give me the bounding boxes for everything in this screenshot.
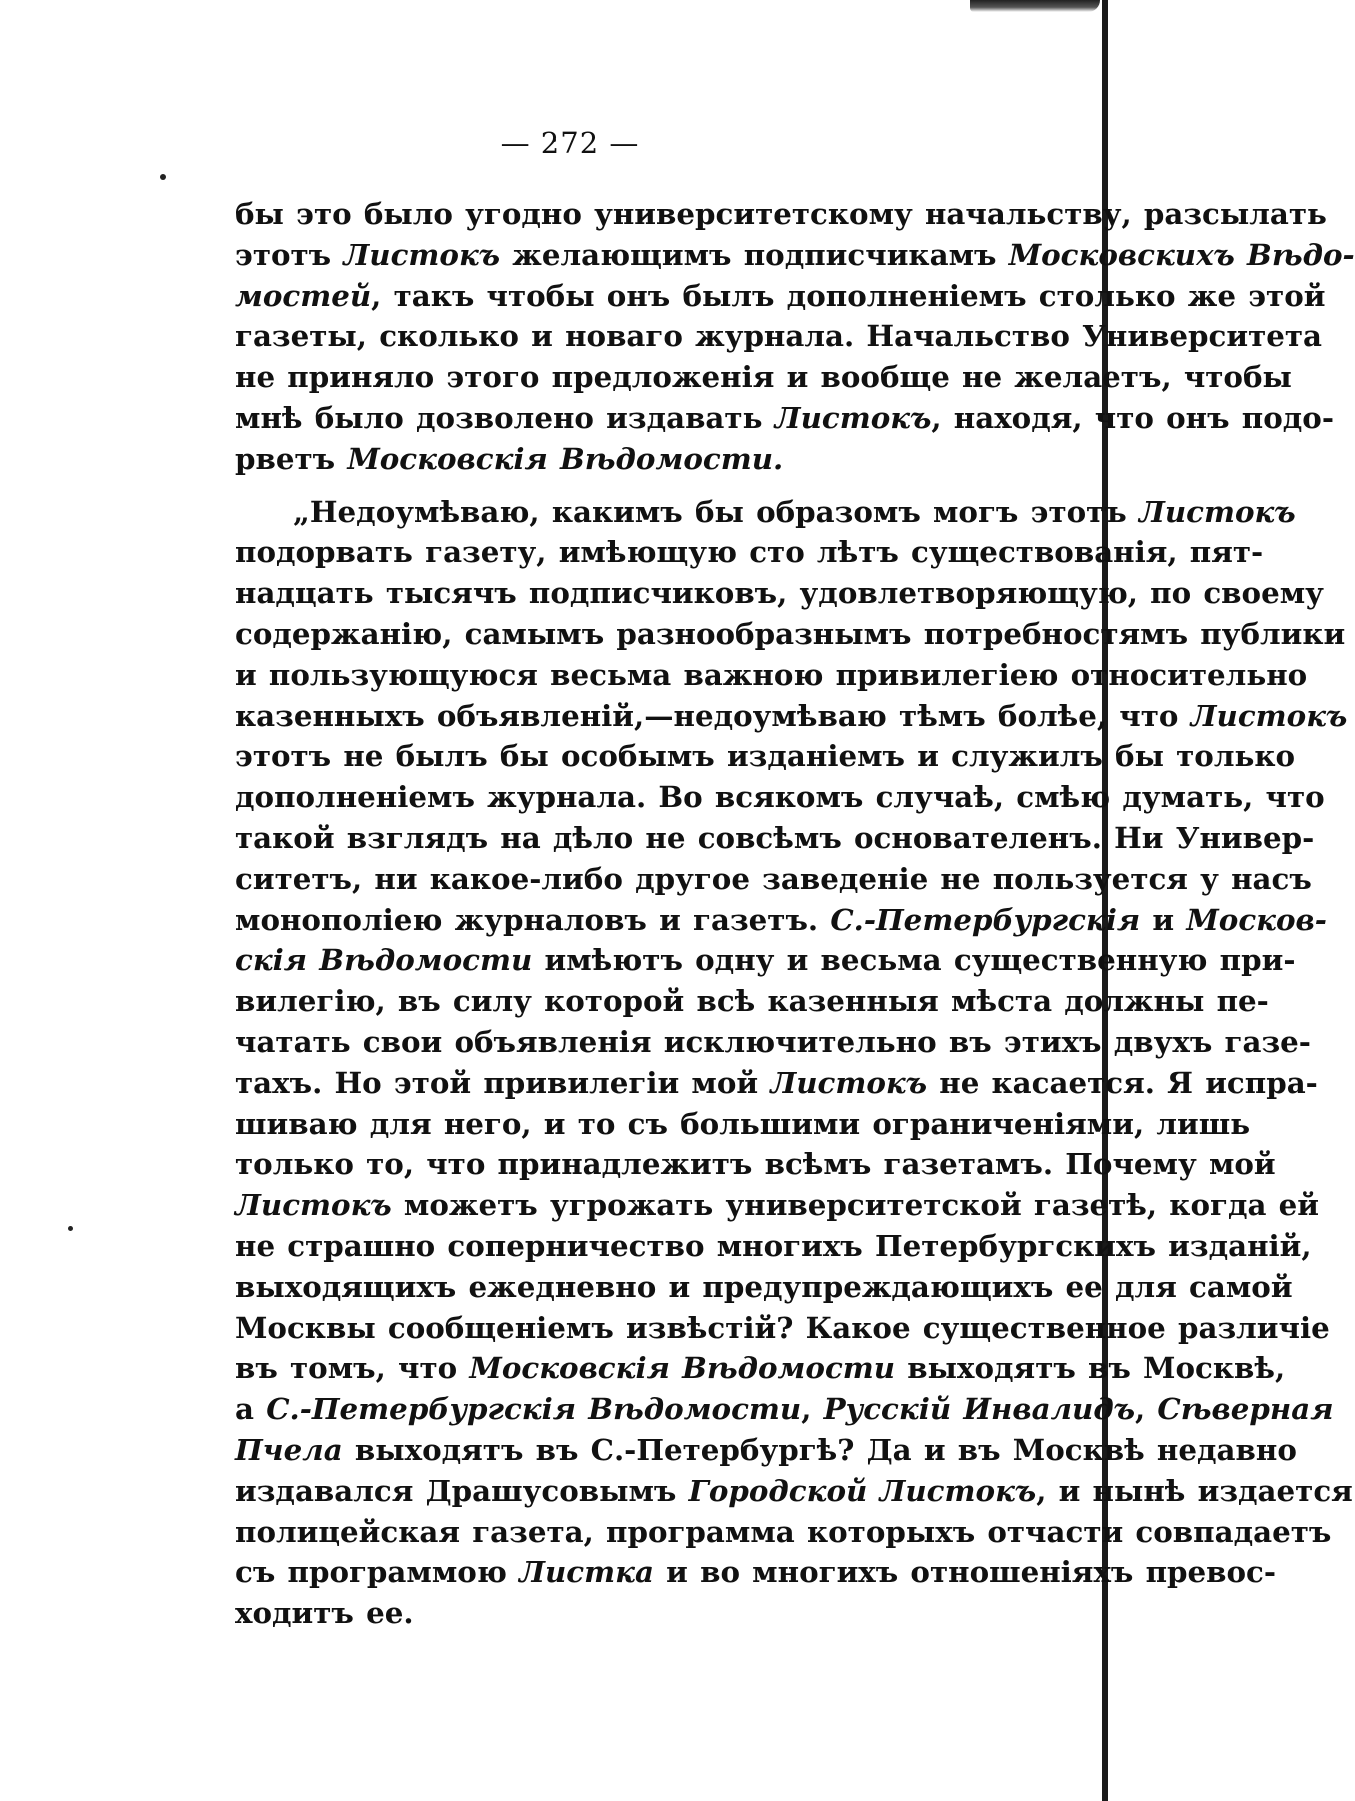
italic-title: Листокъ xyxy=(1190,697,1348,733)
text-segment: не страшно соперничество многихъ Петербургскихъ изданій, xyxy=(235,1227,1312,1263)
text-segment: чатать свои объявленія исключительно въ этихъ двухъ газе- xyxy=(235,1023,1311,1059)
text-segment: ходитъ ее. xyxy=(235,1595,414,1631)
text-line xyxy=(235,1471,1353,1512)
text-segment: „Недоумѣваю, какимъ бы образомъ могъ этотъ xyxy=(293,493,1139,529)
body-text xyxy=(235,194,1355,1634)
italic-title: С.-Петербургскія Вѣдомости xyxy=(266,1391,802,1427)
italic-title: Московскія Вѣдомости. xyxy=(347,440,784,476)
italic-title: С.-Петербургскія xyxy=(830,901,1141,937)
text-line xyxy=(235,614,1346,655)
italic-title: мостей xyxy=(235,277,372,313)
text-segment: Москвы сообщеніемъ извѣстій? Какое существенное различіе xyxy=(235,1309,1330,1345)
text-line xyxy=(235,1389,1334,1430)
text-segment: имѣютъ одну и весьма существенную при- xyxy=(532,942,1296,978)
text-segment: и xyxy=(1140,901,1187,937)
text-line xyxy=(235,777,1325,818)
text-line xyxy=(235,1308,1330,1349)
text-line xyxy=(235,316,1323,357)
italic-title: Московскихъ Вѣдо- xyxy=(1008,236,1355,272)
text-segment: содержанію, самымъ разнообразнымъ потребностямъ публики xyxy=(235,615,1346,651)
italic-title: Листокъ xyxy=(770,1064,928,1100)
text-line xyxy=(235,194,1327,235)
text-line xyxy=(235,818,1315,859)
text-segment: и во многихъ отношеніяхъ превос- xyxy=(653,1554,1277,1590)
text-segment: желающимъ подписчикамъ xyxy=(500,236,1009,272)
ink-speck xyxy=(160,174,166,180)
text-line xyxy=(235,1185,1320,1226)
text-segment: бы это было угодно университетскому начальству, разсылать xyxy=(235,196,1327,231)
text-segment: монополіею журналовъ и газетъ. xyxy=(235,901,831,937)
text-line xyxy=(235,398,1334,439)
italic-title: Московскія Вѣдомости xyxy=(469,1350,896,1386)
scan-smudge xyxy=(970,0,1100,12)
text-line xyxy=(235,1512,1332,1553)
text-segment: , такъ чтобы онъ былъ дополненіемъ столько же этой xyxy=(371,277,1326,313)
text-segment: вилегію, въ силу которой всѣ казенныя мѣста должны пе- xyxy=(235,983,1269,1019)
text-segment: , xyxy=(1135,1391,1158,1427)
paragraph xyxy=(235,492,1353,1634)
text-segment: шиваю для него, и то съ большими ограниченіями, лишь xyxy=(235,1105,1251,1141)
text-line xyxy=(235,439,1065,480)
text-segment: этотъ не былъ бы особымъ изданіемъ и служилъ бы только xyxy=(235,738,1296,774)
text-line xyxy=(235,900,1327,941)
text-line xyxy=(235,1226,1312,1267)
italic-title: Листокъ xyxy=(235,1187,392,1223)
text-segment: выходятъ въ С.-Петербургѣ? Да и въ Москвѣ недавно xyxy=(342,1431,1297,1467)
text-line xyxy=(235,532,1264,573)
text-segment: газеты, сколько и новаго журнала. Начальство Университета xyxy=(235,318,1323,354)
text-line xyxy=(235,859,1312,900)
text-line xyxy=(235,940,1296,981)
text-segment: дополненіемъ журнала. Во всякомъ случаѣ, смѣю думать, что xyxy=(235,779,1325,815)
text-segment: тахъ. Но этой привилегіи мой xyxy=(235,1064,771,1100)
italic-title: Листокъ xyxy=(1138,493,1296,529)
text-segment: , xyxy=(801,1391,824,1427)
text-line xyxy=(235,276,1326,317)
text-segment: надцать тысячъ подписчиковъ, удовлетворяющую, по своему xyxy=(235,575,1324,611)
text-segment: , и нынѣ издается xyxy=(1036,1472,1353,1508)
text-line xyxy=(235,492,1296,533)
text-line xyxy=(235,1144,1276,1185)
page-number: — 272 — xyxy=(500,126,640,160)
text-segment: и пользующуюся весьма важною привилегіею относительно xyxy=(235,656,1308,692)
text-segment: можетъ угрожать университетской газетѣ, когда ей xyxy=(391,1187,1320,1223)
text-line xyxy=(235,696,1348,737)
text-segment: подорвать газету, имѣющую сто лѣтъ существованія, пят- xyxy=(235,534,1264,570)
italic-title: скія Вѣдомости xyxy=(235,942,533,978)
text-line xyxy=(235,1593,1065,1634)
text-line xyxy=(235,1063,1318,1104)
text-line xyxy=(235,655,1308,696)
text-segment: казенныхъ объявленій,—недоумѣваю тѣмъ болѣе, что xyxy=(235,697,1191,733)
italic-title: Сѣверная xyxy=(1157,1391,1334,1427)
text-line xyxy=(235,736,1296,777)
text-line xyxy=(235,1552,1277,1593)
text-line xyxy=(235,1022,1311,1063)
text-segment: въ томъ, что xyxy=(235,1350,470,1386)
text-line xyxy=(235,1267,1293,1308)
ink-speck xyxy=(68,1226,73,1231)
text-segment: мнѣ было дозволено издавать xyxy=(235,399,775,435)
text-segment: выходящихъ ежедневно и предупреждающихъ ее для самой xyxy=(235,1268,1293,1304)
text-segment: только то, что принадлежитъ всѣмъ газетамъ. Почему мой xyxy=(235,1146,1276,1182)
italic-title: Москов- xyxy=(1186,901,1327,937)
text-segment: издавался Драшусовымъ xyxy=(235,1472,689,1508)
italic-title: Пчела xyxy=(235,1431,343,1467)
text-segment: полицейская газета, программа которыхъ отчасти совпадаетъ xyxy=(235,1513,1332,1549)
italic-title: Русскій Инвалидъ xyxy=(823,1391,1136,1427)
italic-title: Листокъ xyxy=(343,236,501,272)
text-segment: не касается. Я испра- xyxy=(927,1064,1318,1100)
text-line xyxy=(235,981,1269,1022)
italic-title: Листокъ xyxy=(774,399,932,435)
text-line xyxy=(235,357,1292,398)
text-segment: не приняло этого предложенія и вообще не желаетъ, чтобы xyxy=(235,359,1292,395)
text-line xyxy=(235,235,1355,276)
text-segment: а xyxy=(235,1391,267,1427)
text-line xyxy=(235,1348,1286,1389)
text-segment: выходятъ въ Москвѣ, xyxy=(895,1350,1286,1386)
text-segment: ситетъ, ни какое-либо другое заведеніе не пользуется у насъ xyxy=(235,860,1312,896)
text-segment: такой взглядъ на дѣло не совсѣмъ основателенъ. Ни Универ- xyxy=(235,819,1315,855)
italic-title: Городской Листокъ xyxy=(688,1472,1037,1508)
text-segment: рветъ xyxy=(235,440,348,476)
text-line xyxy=(235,1430,1297,1471)
italic-title: Листка xyxy=(519,1554,654,1590)
paragraph xyxy=(235,194,1355,480)
text-segment: съ программою xyxy=(235,1554,520,1590)
text-line xyxy=(235,573,1324,614)
text-segment: этотъ xyxy=(235,236,344,272)
text-segment: , находя, что онъ подо- xyxy=(931,399,1334,435)
text-line xyxy=(235,1104,1251,1145)
